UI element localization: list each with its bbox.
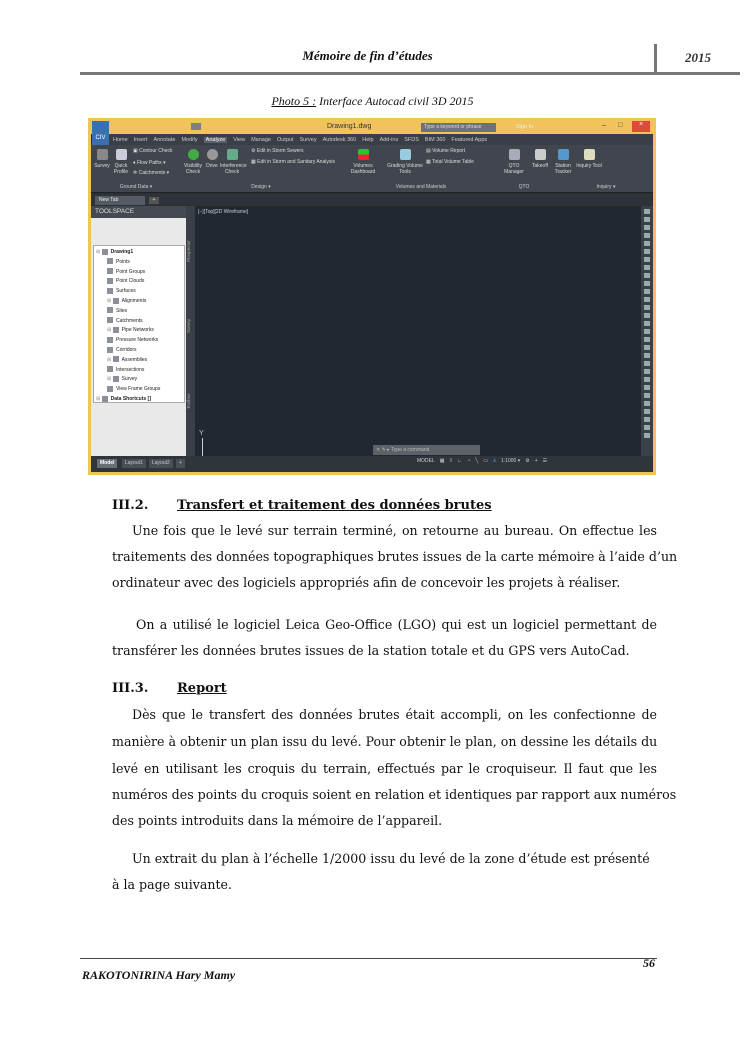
volumes-dashboard-button[interactable]: Volumes Dashboard bbox=[341, 149, 385, 175]
flow-paths-button[interactable]: ♦ Flow Paths ▾ bbox=[133, 160, 166, 166]
section-title: Transfert et traitement des données brutes bbox=[177, 498, 492, 513]
takeoff-icon bbox=[535, 149, 546, 160]
doc-tab-new-tab[interactable]: New Tab bbox=[95, 196, 145, 205]
survey-icon bbox=[97, 149, 108, 160]
paragraph-line: transférer les données brutes issues de la station totale et du GPS vers AutoCad. bbox=[112, 643, 630, 658]
tree-item-label: Assemblies bbox=[121, 356, 148, 363]
paragraph-line: ordinateur avec des logiciels appropriés afin de concevoir les projets à réaliser. bbox=[112, 575, 621, 590]
tree-item[interactable] bbox=[94, 346, 184, 356]
running-header-year: 2015 bbox=[685, 50, 711, 65]
tree-item-icon bbox=[107, 278, 113, 284]
status-toggles bbox=[417, 458, 547, 464]
viewport-controls[interactable]: [−][Top][2D Wireframe] bbox=[198, 209, 249, 215]
snap-icon[interactable]: ⁞⁞ bbox=[449, 458, 453, 464]
running-header-title: Mémoire de fin d’études bbox=[302, 48, 433, 63]
catchments-button[interactable]: ✲ Catchments ▾ bbox=[133, 170, 170, 176]
grading-icon bbox=[400, 149, 411, 160]
ribbon-tab-output[interactable]: Output bbox=[276, 136, 294, 143]
tree-item[interactable] bbox=[94, 307, 184, 317]
paragraph-line: numéros des points du croquis soient en relation et identiques par rapport aux numéros bbox=[112, 787, 677, 802]
survey-button[interactable]: Survey bbox=[94, 149, 110, 169]
annotation-icon[interactable]: ⅄ bbox=[492, 458, 497, 464]
page-number: 56 bbox=[643, 956, 655, 970]
tree-item-icon bbox=[102, 396, 108, 402]
footer-rule bbox=[80, 958, 657, 959]
tree-item[interactable] bbox=[94, 366, 184, 376]
tree-item-label: Intersections bbox=[116, 366, 145, 373]
panel-design[interactable]: Design ▾ bbox=[251, 184, 271, 190]
panel-volumes-materials: Volumes and Materials bbox=[395, 184, 447, 190]
paragraph-line: à la page suivante. bbox=[112, 877, 232, 892]
tree-item-label: Points bbox=[116, 258, 130, 265]
tree-item[interactable] bbox=[94, 326, 184, 336]
tree-item-icon bbox=[107, 307, 113, 313]
tree-item-icon bbox=[107, 337, 113, 343]
navigation-toolbar[interactable] bbox=[641, 206, 653, 456]
caption-label: Photo 5 : bbox=[271, 94, 317, 108]
status-bar bbox=[91, 456, 653, 472]
tree-item-label: Point Clouds bbox=[116, 278, 145, 285]
caption-text: Interface Autocad civil 3D 2015 bbox=[316, 94, 474, 108]
profile-icon bbox=[116, 149, 127, 160]
toolspace-side-tabs bbox=[186, 206, 195, 456]
expand-icon[interactable]: ⊞ bbox=[107, 297, 113, 304]
inquiry-icon bbox=[584, 149, 595, 160]
edit-storm-sanitary-button[interactable]: ▦ Edit in Storm and Sanitary Analysis bbox=[251, 159, 335, 165]
tree-item-label: Drawing1 bbox=[110, 249, 134, 255]
drawing-canvas[interactable] bbox=[195, 206, 641, 456]
tree-item-label: Point Groups bbox=[116, 268, 146, 275]
tree-item-icon bbox=[107, 268, 113, 274]
takeoff-button[interactable]: Takeoff bbox=[530, 149, 550, 169]
tree-item-label: Alignments bbox=[121, 297, 147, 304]
expand-icon[interactable]: ⊞ bbox=[107, 327, 113, 334]
ribbon-tab-view[interactable]: View bbox=[233, 136, 246, 143]
contour-check-button[interactable]: ▣ Contour Check bbox=[133, 148, 173, 154]
close-button[interactable]: × bbox=[632, 121, 650, 132]
tree-item[interactable] bbox=[94, 258, 184, 268]
eye-icon bbox=[188, 149, 199, 160]
tree-item-icon bbox=[113, 298, 119, 304]
ribbon-tab-insert[interactable]: Insert bbox=[133, 136, 148, 143]
qto-manager-button[interactable]: QTO Manager bbox=[499, 149, 529, 175]
tree-item-label: Surfaces bbox=[116, 288, 136, 295]
tab-toolbox[interactable]: Toolbox bbox=[186, 393, 191, 409]
autocad-screenshot bbox=[88, 118, 656, 475]
expand-icon[interactable]: ⊞ bbox=[96, 395, 102, 402]
layout-tab-layout2[interactable]: Layout2 bbox=[149, 459, 173, 468]
paragraph-line: Dès que le transfert des données brutes était accompli, on les confectionne de bbox=[132, 707, 657, 722]
panel-inquiry[interactable]: Inquiry ▾ bbox=[596, 184, 616, 190]
plus-icon[interactable]: + bbox=[534, 458, 538, 464]
volumes-dashboard-icon bbox=[358, 149, 369, 160]
tree-item-icon bbox=[107, 366, 113, 372]
tree-item-icon bbox=[107, 386, 113, 392]
ribbon bbox=[91, 145, 653, 193]
command-line[interactable]: ✕ ✎ ▸ Type a command bbox=[373, 445, 480, 455]
tree-item-label: Survey bbox=[121, 376, 138, 383]
footer-author: RAKOTONIRINA Hary Mamy bbox=[82, 968, 236, 982]
tree-item-label: Pipe Networks bbox=[121, 327, 154, 334]
drive-icon bbox=[207, 149, 218, 160]
header-divider bbox=[654, 44, 657, 74]
prospector-tree bbox=[93, 245, 185, 403]
ribbon-tab-help[interactable]: Help bbox=[362, 136, 374, 143]
ucs-icon bbox=[202, 438, 203, 456]
osnap-icon[interactable]: ╲ bbox=[475, 458, 479, 464]
inquiry-tool-button[interactable]: Inquiry Tool bbox=[575, 149, 603, 169]
panel-ground-data[interactable]: Ground Data ▾ bbox=[119, 184, 153, 190]
station-tracker-icon bbox=[558, 149, 569, 160]
section-number: III.2. bbox=[112, 498, 149, 513]
drive-button[interactable]: Drive bbox=[205, 149, 219, 169]
layout-tab-model[interactable]: Model bbox=[97, 459, 117, 468]
tree-item[interactable] bbox=[94, 248, 184, 258]
interference-icon bbox=[227, 149, 238, 160]
tree-item-label: Pressure Networks bbox=[116, 337, 159, 344]
expand-icon[interactable]: ⊞ bbox=[96, 249, 102, 255]
tree-item[interactable] bbox=[94, 336, 184, 346]
tree-item[interactable] bbox=[94, 395, 184, 405]
ribbon-tab-sfds[interactable]: SFDS bbox=[404, 136, 419, 143]
title-bar bbox=[91, 121, 653, 134]
polar-icon[interactable]: ◔ bbox=[467, 458, 471, 464]
total-volume-table-button[interactable]: ▦ Total Volume Table bbox=[426, 159, 474, 165]
lineweight-icon[interactable]: ▭ bbox=[483, 458, 488, 464]
expand-icon[interactable]: ⊞ bbox=[107, 376, 113, 383]
sign-in-button[interactable]: Sign In bbox=[516, 124, 534, 130]
tree-item-icon bbox=[107, 347, 113, 353]
tree-item-label: View Frame Groups bbox=[116, 386, 161, 393]
paragraph-line: des points introduits dans la mémoire de l’appareil. bbox=[112, 813, 443, 828]
header-rule bbox=[80, 72, 740, 75]
tree-item-icon bbox=[107, 317, 113, 323]
interference-check-button[interactable]: Interference Check bbox=[220, 149, 244, 175]
grading-volume-tools-button[interactable]: Grading Volume Tools bbox=[387, 149, 423, 175]
toolspace-title: TOOLSPACE bbox=[91, 206, 186, 218]
tree-item-label: Catchments bbox=[116, 317, 143, 324]
tree-item[interactable] bbox=[94, 385, 184, 395]
visibility-check-button[interactable]: Visibility Check bbox=[183, 149, 203, 175]
tree-item-icon bbox=[102, 249, 108, 255]
minimize-button[interactable]: – bbox=[602, 122, 606, 129]
paragraph-line: levé en utilisant les croquis du terrain, effectués par le croquiseur. Il faut que les bbox=[112, 761, 657, 776]
tree-item[interactable] bbox=[94, 356, 184, 366]
edit-storm-sewers-button[interactable]: ⚙ Edit in Storm Sewers bbox=[251, 148, 304, 154]
search-input[interactable]: Type a keyword or phrase bbox=[421, 123, 496, 132]
ribbon-tab-home[interactable]: Home bbox=[113, 136, 128, 143]
ribbon-tab-modify[interactable]: Modify bbox=[181, 136, 198, 143]
tree-item-label: Sites bbox=[116, 307, 128, 314]
layout-tab-layout1[interactable]: Layout1 bbox=[122, 459, 146, 468]
model-space-button[interactable]: MODEL bbox=[417, 458, 435, 464]
station-tracker-button[interactable]: Station Tracker bbox=[553, 149, 573, 175]
ribbon-tab-survey[interactable]: Survey bbox=[299, 136, 317, 143]
ribbon-tabs bbox=[109, 134, 653, 145]
ribbon-tab-bim-360[interactable]: BIM 360 bbox=[424, 136, 446, 143]
add-layout-button[interactable]: + bbox=[176, 459, 185, 468]
ucs-y-label: Y bbox=[199, 430, 204, 437]
window-title: Drawing1.dwg bbox=[327, 123, 372, 130]
quick-profile-button[interactable]: Quick Profile bbox=[112, 149, 130, 175]
paragraph-line: On a utilisé le logiciel Leica Geo-Office (LGO) qui est un logiciel permettant de bbox=[136, 617, 657, 632]
panel-qto: QTO bbox=[518, 184, 530, 190]
ribbon-tab-analyze[interactable]: Analyze bbox=[205, 136, 226, 143]
section-number: III.3. bbox=[112, 681, 149, 696]
ortho-icon[interactable]: ∟ bbox=[457, 458, 463, 464]
grid-icon[interactable]: ▦ bbox=[439, 458, 445, 464]
tree-item[interactable] bbox=[94, 277, 184, 287]
tree-item-icon bbox=[113, 376, 119, 382]
app-logo[interactable]: CIV bbox=[92, 121, 109, 147]
add-tab-button[interactable]: + bbox=[149, 197, 159, 204]
workspace-icon[interactable]: ⚙ bbox=[525, 458, 530, 464]
tree-item-icon bbox=[107, 258, 113, 264]
paragraph-line: manière à obtenir un plan issu du levé. Pour obtenir le plan, on dessine les détails du bbox=[112, 734, 658, 749]
tab-survey[interactable]: Survey bbox=[186, 319, 191, 334]
ribbon-tab-manage[interactable]: Manage bbox=[251, 136, 271, 143]
maximize-button[interactable]: □ bbox=[618, 122, 623, 129]
figure-caption bbox=[0, 94, 745, 109]
tree-item-icon bbox=[113, 327, 119, 333]
annotation-scale[interactable]: 1:1000 ▾ bbox=[501, 458, 521, 464]
ribbon-tab-annotate[interactable]: Annotate bbox=[153, 136, 176, 143]
paragraph-line: traitements des données topographiques brutes issues de la carte mémoire à l’aide d’un bbox=[112, 549, 678, 564]
qto-icon bbox=[509, 149, 520, 160]
ribbon-tab-featured-apps[interactable]: Featured Apps bbox=[451, 136, 488, 143]
paragraph-line: Une fois que le levé sur terrain terminé, on retourne au bureau. On effectue les bbox=[132, 523, 657, 538]
tab-prospector[interactable]: Prospector bbox=[186, 240, 191, 262]
menu-icon[interactable]: ☰ bbox=[542, 458, 548, 464]
section-title: Report bbox=[177, 681, 227, 696]
tree-item[interactable] bbox=[94, 375, 184, 385]
toolspace-panel bbox=[91, 206, 186, 456]
tree-item-label: Corridors bbox=[116, 346, 137, 353]
tree-item-icon bbox=[107, 288, 113, 294]
tree-item[interactable] bbox=[94, 268, 184, 278]
tree-item[interactable] bbox=[94, 287, 184, 297]
document-tabs bbox=[91, 194, 653, 205]
tree-item[interactable] bbox=[94, 297, 184, 307]
tree-item-label: Data Shortcuts [] bbox=[110, 395, 151, 402]
ribbon-tab-autodesk-360[interactable]: Autodesk 360 bbox=[322, 136, 357, 143]
ribbon-tab-add-ins[interactable]: Add-ins bbox=[379, 136, 399, 143]
tree-item-icon bbox=[113, 356, 119, 362]
volume-report-button[interactable]: ▤ Volume Report bbox=[426, 148, 466, 154]
paragraph-line: Un extrait du plan à l’échelle 1/2000 issu du levé de la zone d’étude est présenté bbox=[132, 851, 650, 866]
expand-icon[interactable]: ⊞ bbox=[107, 356, 113, 363]
tree-item[interactable] bbox=[94, 317, 184, 327]
